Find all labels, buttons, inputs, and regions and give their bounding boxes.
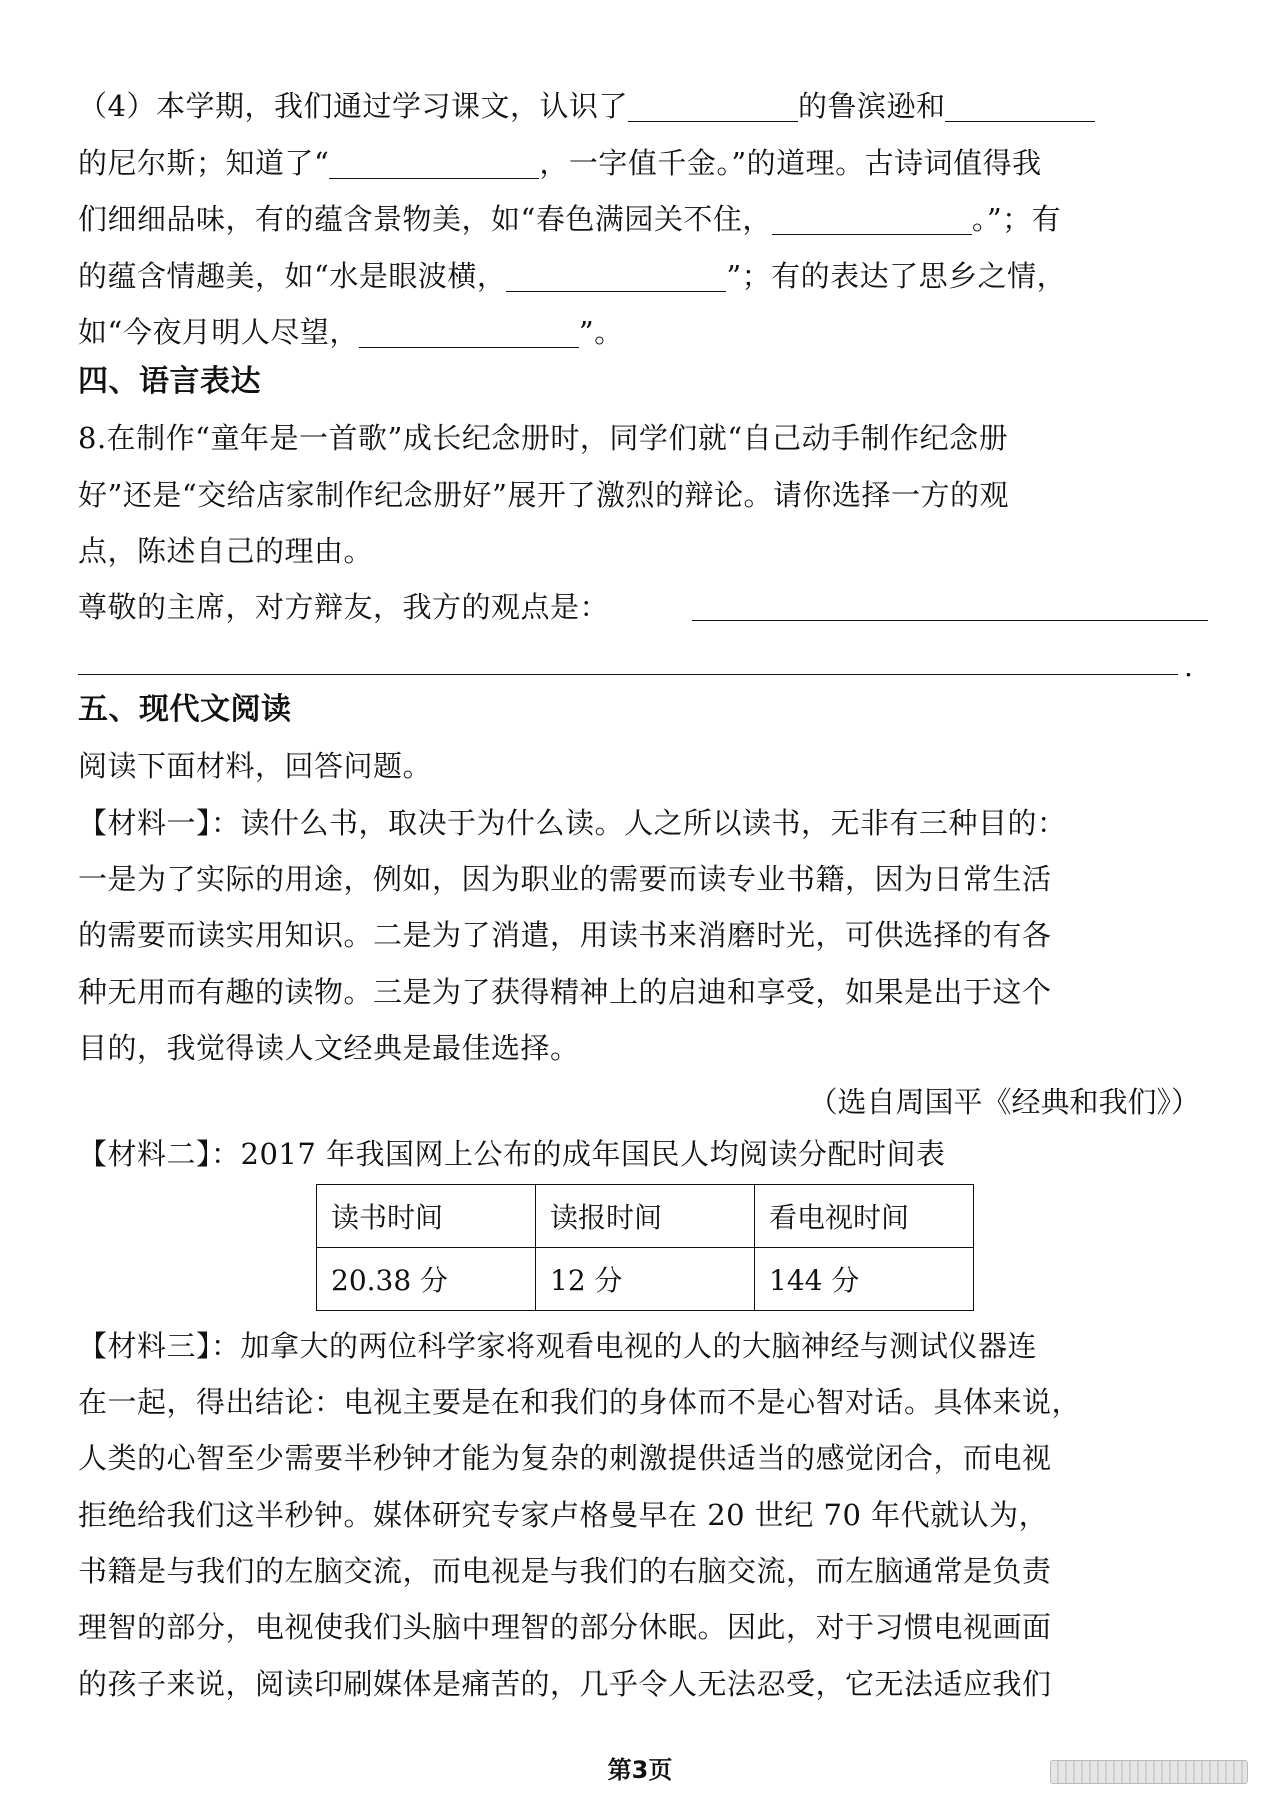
q4-text: （4）本学期，我们通过学习课文，认识了 (78, 89, 628, 123)
q4-line-3 (78, 199, 1208, 239)
answer-blank[interactable] (359, 317, 579, 348)
material-1-line: 种无用而有趣的读物。三是为了获得精神上的启迪和享受，如果是出于这个 (78, 975, 1052, 1009)
answer-blank[interactable] (506, 261, 726, 292)
q8-line: 点，陈述自己的理由。 (78, 534, 374, 568)
material-3-line: 在一起，得出结论：电视主要是在和我们的身体而不是心智对话。具体来说， (78, 1385, 1082, 1419)
q8-line: 8.在制作“童年是一首歌”成长纪念册时，同学们就“自己动手制作纪念册 (78, 421, 1009, 455)
scan-artifact-bar (1050, 1760, 1248, 1784)
material-3-line: 人类的心智至少需要半秒钟才能为复杂的刺激提供适当的感觉闭合，而电视 (78, 1441, 1052, 1475)
material-3-line: 【材料三】：加拿大的两位科学家将观看电视的人的大脑神经与测试仪器连 (78, 1329, 1038, 1363)
q4-text: ”；有的表达了思乡之情， (726, 259, 1067, 293)
q4-line-5 (78, 312, 1208, 352)
answer-prompt-text: 尊敬的主席，对方辩友，我方的观点是： (78, 590, 610, 624)
table-header-row (317, 1185, 974, 1248)
material-1-line: 的需要而读实用知识。二是为了消遣，用读书来消磨时光，可供选择的有各 (78, 918, 1052, 952)
q4-text: ”。 (578, 315, 624, 349)
material-1-line: 一是为了实际的用途，例如，因为职业的需要而读专业书籍，因为日常生活 (78, 862, 1052, 896)
q4-text: ，一字值千金。”的道理。古诗词值得我 (539, 146, 1042, 180)
material-3-line: 拒绝给我们这半秒钟。媒体研究专家卢格曼早在 20 世纪 70 年代就认为， (78, 1498, 1049, 1532)
section-4-title: 四、语言表达 (78, 364, 261, 399)
answer-blank[interactable] (329, 148, 539, 179)
table-header-cell: 看电视时间 (755, 1185, 974, 1248)
answer-line-1[interactable] (692, 620, 1208, 621)
material-1-line: 目的，我觉得读人文经典是最佳选择。 (78, 1031, 580, 1065)
table-row (317, 1248, 974, 1311)
q4-line-2 (78, 143, 1208, 183)
reading-instruction: 阅读下面材料，回答问题。 (78, 749, 433, 783)
material-3-line: 理智的部分，电视使我们头脑中理智的部分休眠。因此，对于习惯电视画面 (78, 1610, 1052, 1644)
q4-text: 。”；有 (971, 202, 1062, 236)
table-header-cell: 读报时间 (536, 1185, 755, 1248)
material-3-line: 书籍是与我们的左脑交流，而电视是与我们的右脑交流，而左脑通常是负责 (78, 1554, 1052, 1588)
answer-prompt (78, 587, 1208, 627)
material-1-source: （选自周国平《经典和我们》） (808, 1085, 1200, 1119)
q4-text: 的蕴含情趣美，如“水是眼波横， (78, 259, 507, 293)
q4-text: 如“今夜月明人尽望， (78, 315, 359, 349)
answer-blank[interactable] (945, 91, 1095, 122)
q4-text: 的鲁滨逊和 (797, 89, 946, 123)
q4-text: 的尼尔斯；知道了“ (78, 146, 330, 180)
reading-time-table (316, 1184, 974, 1311)
material-2-title: 【材料二】：2017 年我国网上公布的成年国民人均阅读分配时间表 (78, 1137, 946, 1171)
answer-blank[interactable] (772, 204, 972, 235)
material-3-line: 的孩子来说，阅读印刷媒体是痛苦的，几乎令人无法忍受，它无法适应我们 (78, 1667, 1052, 1701)
table-header-cell: 读书时间 (317, 1185, 536, 1248)
table-cell: 20.38 分 (317, 1248, 536, 1311)
q4-line-1 (78, 86, 1208, 126)
end-period: . (1184, 650, 1193, 683)
answer-blank[interactable] (628, 91, 798, 122)
table-cell: 12 分 (536, 1248, 755, 1311)
material-1-line: 【材料一】：读什么书，取决于为什么读。人之所以读书，无非有三种目的： (78, 806, 1067, 840)
answer-line-2[interactable] (78, 674, 1178, 675)
q4-line-4 (78, 256, 1208, 296)
section-5-title: 五、现代文阅读 (78, 692, 292, 727)
q4-text: 们细细品味，有的蕴含景物美，如“春色满园关不住， (78, 202, 772, 236)
q8-line: 好”还是“交给店家制作纪念册好”展开了激烈的辩论。请你选择一方的观 (78, 478, 1009, 512)
table-cell: 144 分 (755, 1248, 974, 1311)
page-number: 第3页 (607, 1756, 673, 1784)
